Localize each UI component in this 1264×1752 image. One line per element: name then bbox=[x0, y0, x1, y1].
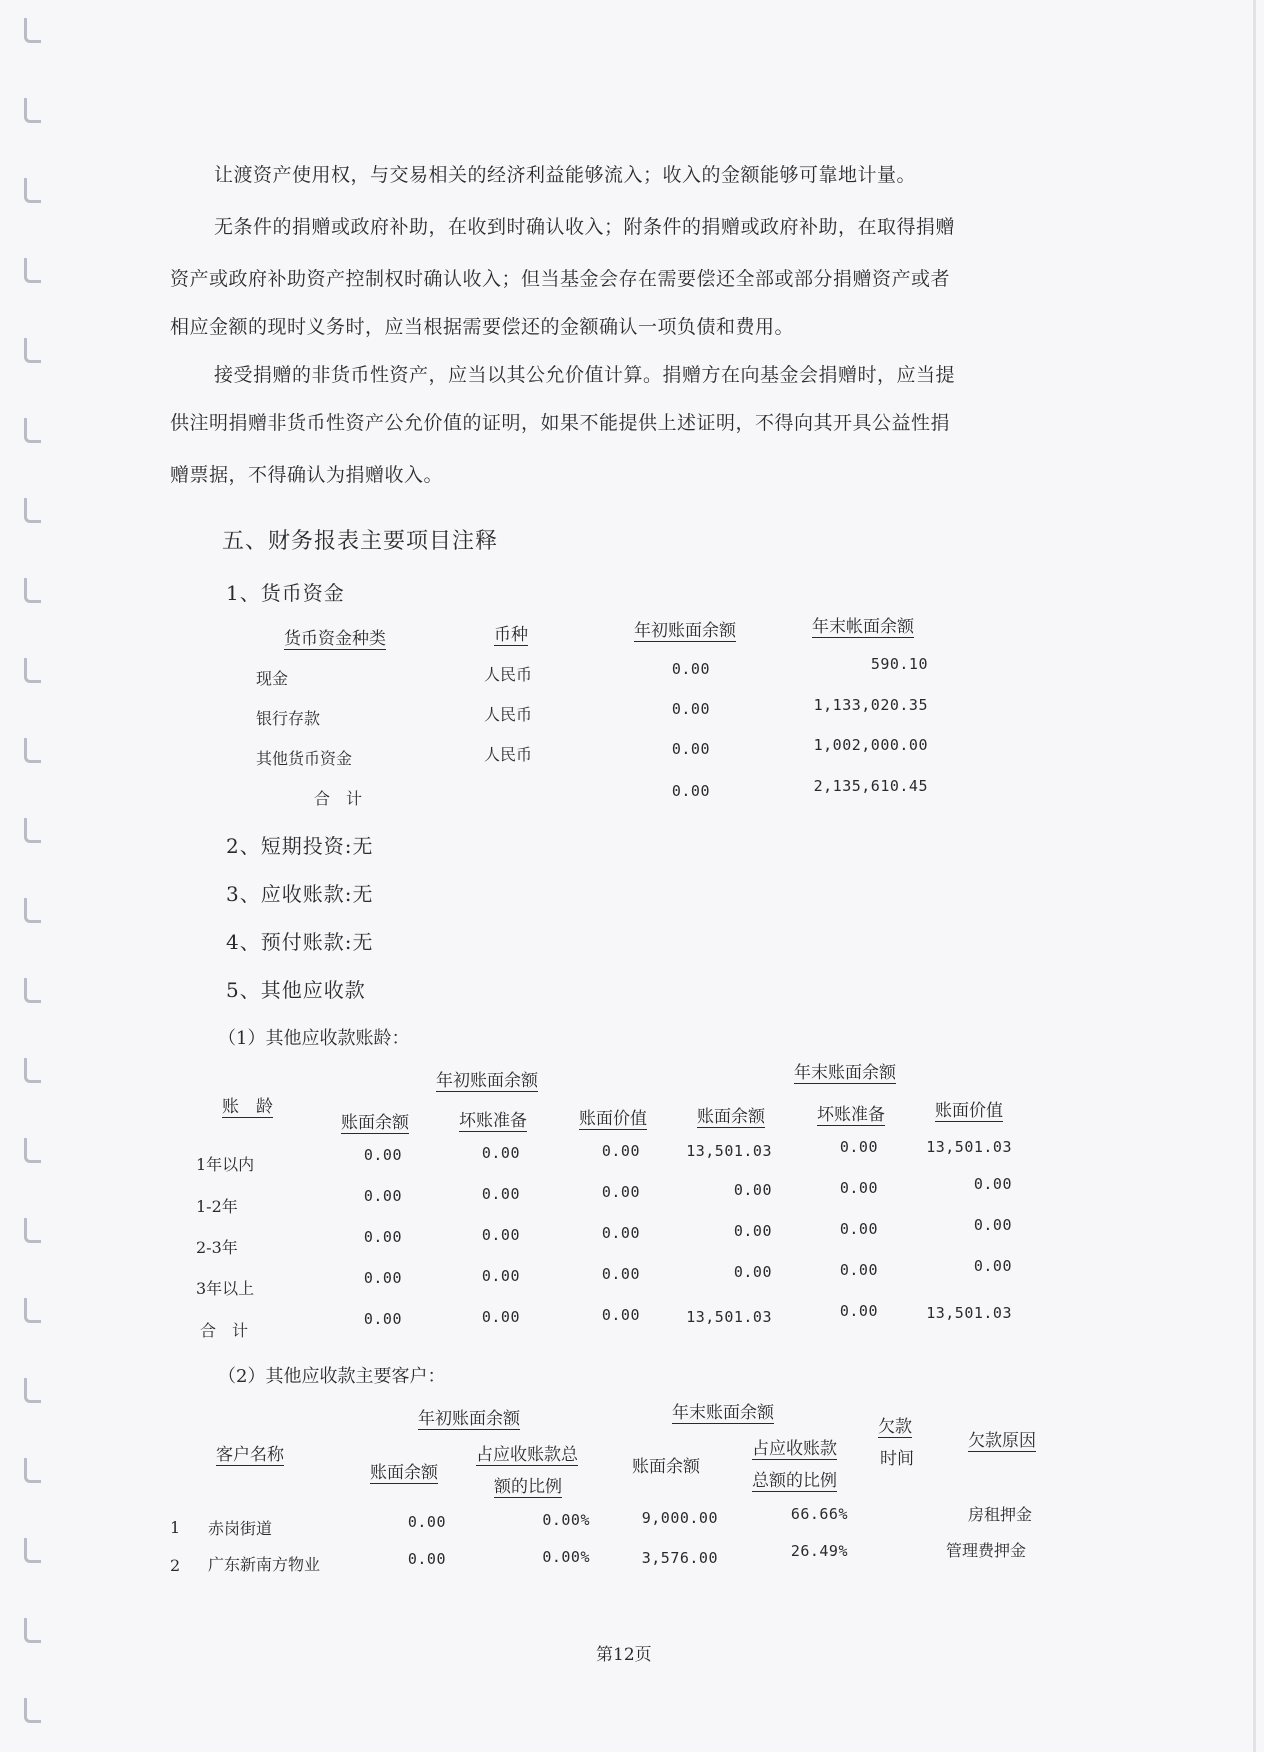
customers-group-begin: 年初账面余额 bbox=[418, 1409, 520, 1429]
customer-row-reason: 管理费押金 bbox=[946, 1541, 1027, 1560]
cash-row-currency: 人民币 bbox=[484, 665, 533, 684]
customer-row-no: 2 bbox=[170, 1556, 181, 1575]
binding-mark bbox=[24, 1698, 41, 1723]
aging-cell: 0.00 bbox=[601, 1142, 640, 1160]
item-short-investment: 2、短期投资:无 bbox=[226, 834, 374, 858]
cash-row-begin: 0.00 bbox=[671, 660, 710, 678]
binding-mark bbox=[24, 818, 41, 843]
aging-cell: 0.00 bbox=[363, 1187, 402, 1205]
binding-mark bbox=[24, 898, 41, 923]
aging-cell: 0.00 bbox=[601, 1183, 640, 1201]
aging-cell: 0.00 bbox=[839, 1138, 878, 1156]
aging-total-label: 合 计 bbox=[200, 1321, 249, 1340]
cash-header-type: 货币资金种类 bbox=[284, 629, 386, 649]
customers-header-balance-end: 账面余额 bbox=[632, 1457, 700, 1477]
aging-subheader: 账面余额 bbox=[697, 1107, 765, 1127]
cash-total-begin: 0.00 bbox=[671, 782, 710, 800]
cash-total-end: 2,135,610.45 bbox=[813, 777, 928, 795]
binding-mark bbox=[24, 338, 41, 363]
binding-mark bbox=[24, 498, 41, 523]
customer-row-cell: 3,576.00 bbox=[641, 1549, 718, 1567]
customers-header-name: 客户名称 bbox=[216, 1445, 284, 1465]
customers-header-ratio-begin: 占应收账款总 bbox=[476, 1445, 578, 1465]
cash-row-end: 590.10 bbox=[870, 655, 928, 673]
cash-row-currency: 人民币 bbox=[484, 705, 533, 724]
cash-header-end: 年末帐面余额 bbox=[812, 617, 914, 637]
aging-cell: 0.00 bbox=[363, 1228, 402, 1246]
aging-cell: 13,501.03 bbox=[686, 1308, 772, 1326]
customer-row-reason: 房租押金 bbox=[968, 1505, 1033, 1524]
cash-row-end: 1,002,000.00 bbox=[813, 736, 928, 754]
aging-cell: 0.00 bbox=[733, 1181, 772, 1199]
binding-mark bbox=[24, 658, 41, 683]
customer-row-cell: 0.00% bbox=[542, 1511, 590, 1529]
customer-row-cell: 9,000.00 bbox=[641, 1509, 718, 1527]
aging-row-label: 3年以上 bbox=[196, 1279, 255, 1298]
binding-mark bbox=[24, 578, 41, 603]
page-edge bbox=[1253, 0, 1256, 1752]
binding-mark bbox=[24, 1458, 41, 1483]
binding-mark bbox=[24, 1618, 41, 1643]
aging-cell: 0.00 bbox=[601, 1224, 640, 1242]
customer-row-no: 1 bbox=[170, 1518, 181, 1537]
aging-cell: 13,501.03 bbox=[686, 1142, 772, 1160]
customer-row-name: 赤岗街道 bbox=[208, 1519, 273, 1538]
aging-cell: 13,501.03 bbox=[926, 1138, 1012, 1156]
binding-mark bbox=[24, 738, 41, 763]
customer-row-cell: 0.00% bbox=[542, 1548, 590, 1566]
aging-group-begin: 年初账面余额 bbox=[436, 1071, 538, 1091]
other-receivables-title: 5、其他应收款 bbox=[226, 978, 366, 1002]
aging-cell: 0.00 bbox=[363, 1310, 402, 1328]
aging-cell: 0.00 bbox=[363, 1269, 402, 1287]
binding-mark bbox=[24, 978, 41, 1003]
binding-mark bbox=[24, 178, 41, 203]
aging-cell: 0.00 bbox=[839, 1220, 878, 1238]
binding-holes bbox=[18, 0, 40, 1752]
aging-group-end: 年末账面余额 bbox=[794, 1063, 896, 1083]
aging-cell: 0.00 bbox=[481, 1185, 520, 1203]
customer-row-name: 广东新南方物业 bbox=[208, 1555, 321, 1574]
aging-cell: 0.00 bbox=[973, 1175, 1012, 1193]
binding-mark bbox=[24, 1538, 41, 1563]
cash-row-currency: 人民币 bbox=[484, 745, 533, 764]
aging-cell: 0.00 bbox=[601, 1265, 640, 1283]
aging-row-label: 1年以内 bbox=[196, 1155, 255, 1174]
customers-header-balance-begin: 账面余额 bbox=[370, 1463, 438, 1483]
aging-row-label: 1-2年 bbox=[196, 1197, 238, 1216]
customers-header-time: 欠款 bbox=[878, 1417, 912, 1437]
customer-row-cell: 26.49% bbox=[790, 1542, 848, 1560]
cash-row-name: 其他货币资金 bbox=[256, 749, 353, 768]
customers-header-ratio-begin: 额的比例 bbox=[494, 1477, 562, 1497]
aging-cell: 0.00 bbox=[481, 1267, 520, 1285]
binding-mark bbox=[24, 1298, 41, 1323]
section-title: 五、财务报表主要项目注释 bbox=[222, 529, 499, 554]
item-prepayments: 4、预付账款:无 bbox=[226, 930, 374, 954]
aging-cell: 0.00 bbox=[733, 1222, 772, 1240]
aging-row-label: 2-3年 bbox=[196, 1238, 238, 1257]
customer-row-cell: 0.00 bbox=[407, 1550, 446, 1568]
binding-mark bbox=[24, 418, 41, 443]
customers-title: （2）其他应收款主要客户： bbox=[218, 1366, 446, 1387]
customer-row-cell: 66.66% bbox=[790, 1505, 848, 1523]
binding-mark bbox=[24, 1378, 41, 1403]
cash-row-begin: 0.00 bbox=[671, 700, 710, 718]
cash-header-begin: 年初账面余额 bbox=[634, 621, 736, 641]
aging-subheader: 账面余额 bbox=[341, 1113, 409, 1133]
aging-cell: 0.00 bbox=[363, 1146, 402, 1164]
binding-mark bbox=[24, 258, 41, 283]
cash-total-label: 合 计 bbox=[314, 789, 363, 808]
cash-row-end: 1,133,020.35 bbox=[813, 696, 928, 714]
aging-header-age: 账 龄 bbox=[222, 1097, 273, 1117]
binding-mark bbox=[24, 1138, 41, 1163]
aging-cell: 0.00 bbox=[973, 1257, 1012, 1275]
binding-mark bbox=[24, 98, 41, 123]
customers-group-end: 年末账面余额 bbox=[672, 1403, 774, 1423]
cash-row-begin: 0.00 bbox=[671, 740, 710, 758]
aging-title: （1）其他应收款账龄： bbox=[218, 1028, 410, 1049]
paragraph-line: 让渡资产使用权，与交易相关的经济利益能够流入；收入的金额能够可靠地计量。 bbox=[214, 164, 917, 186]
aging-subheader: 账面价值 bbox=[579, 1109, 647, 1129]
paragraph-line: 接受捐赠的非货币性资产，应当以其公允价值计算。捐赠方在向基金会捐赠时，应当提 bbox=[214, 364, 956, 386]
aging-cell: 0.00 bbox=[839, 1261, 878, 1279]
aging-cell: 0.00 bbox=[973, 1216, 1012, 1234]
binding-mark bbox=[24, 1058, 41, 1083]
aging-cell: 13,501.03 bbox=[926, 1304, 1012, 1322]
aging-cell: 0.00 bbox=[481, 1308, 520, 1326]
aging-subheader: 账面价值 bbox=[935, 1101, 1003, 1121]
binding-mark bbox=[24, 18, 41, 43]
paragraph-line: 无条件的捐赠或政府补助，在收到时确认收入；附条件的捐赠或政府补助，在取得捐赠 bbox=[214, 216, 956, 238]
paragraph-line: 赠票据，不得确认为捐赠收入。 bbox=[170, 464, 444, 486]
binding-mark bbox=[24, 1218, 41, 1243]
aging-cell: 0.00 bbox=[733, 1263, 772, 1281]
aging-cell: 0.00 bbox=[481, 1144, 520, 1162]
customers-header-ratio-end: 占应收账款 bbox=[752, 1439, 837, 1459]
item-accounts-receivable: 3、应收账款:无 bbox=[226, 882, 374, 906]
paragraph-line: 供注明捐赠非货币性资产公允价值的证明，如果不能提供上述证明，不得向其开具公益性捐 bbox=[170, 412, 951, 434]
aging-cell: 0.00 bbox=[481, 1226, 520, 1244]
customer-row-cell: 0.00 bbox=[407, 1513, 446, 1531]
cash-row-name: 现金 bbox=[256, 669, 289, 688]
aging-cell: 0.00 bbox=[601, 1306, 640, 1324]
page-number: 第12页 bbox=[596, 1645, 652, 1665]
paragraph-line: 资产或政府补助资产控制权时确认收入；但当基金会存在需要偿还全部或部分捐赠资产或者 bbox=[170, 268, 951, 290]
aging-cell: 0.00 bbox=[839, 1179, 878, 1197]
customers-header-time: 时间 bbox=[880, 1449, 914, 1469]
aging-subheader: 坏账准备 bbox=[459, 1111, 527, 1131]
cash-title: 1、货币资金 bbox=[226, 581, 345, 605]
paragraph-line: 相应金额的现时义务时，应当根据需要偿还的金额确认一项负债和费用。 bbox=[170, 316, 795, 338]
customers-header-reason: 欠款原因 bbox=[968, 1431, 1036, 1451]
aging-subheader: 坏账准备 bbox=[817, 1105, 885, 1125]
customers-header-ratio-end: 总额的比例 bbox=[752, 1471, 837, 1491]
cash-header-currency: 币种 bbox=[494, 625, 528, 645]
cash-row-name: 银行存款 bbox=[256, 709, 321, 728]
aging-cell: 0.00 bbox=[839, 1302, 878, 1320]
